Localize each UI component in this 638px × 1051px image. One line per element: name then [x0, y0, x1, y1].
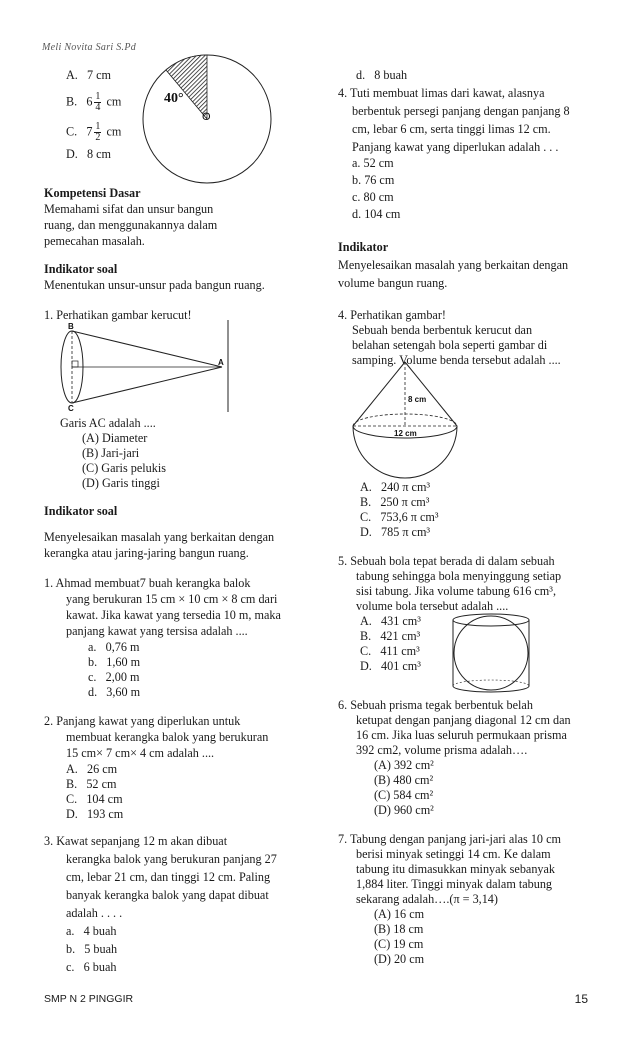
option-c: C. 7 $\frac{1}{2}$ cm — [66, 121, 122, 143]
q2-line: 2. Panjang kawat yang diperlukan untuk — [44, 714, 241, 728]
q4a-option: a. 52 cm — [352, 156, 394, 170]
q2-line: membuat kerangka balok yang berukuran — [66, 730, 269, 744]
indicator-title: Indikator soal — [44, 504, 118, 518]
q3-option: b. 5 buah — [66, 942, 118, 956]
height-label: 8 cm — [408, 395, 427, 404]
indicator-title: Indikator soal — [44, 262, 118, 276]
q3-line: cm, lebar 21 cm, dan tinggi 12 cm. Paling — [66, 870, 271, 884]
q4a-line: Panjang kawat yang diperlukan adalah . . . — [352, 140, 559, 154]
q4b-option: C. 753,6 π cm³ — [360, 510, 439, 524]
q7-option: (D) 20 cm — [374, 952, 425, 966]
q4a-line: cm, lebar 6 cm, serta tinggi limas 12 cm. — [352, 122, 551, 136]
q3-option: c. 6 buah — [66, 960, 117, 974]
indicator-text: Menentukan unsur-unsur pada bangun ruang. — [44, 278, 265, 292]
q1-option: b. 1,60 m — [88, 655, 141, 669]
q5-line: tabung sehingga bola menyinggung setiap — [356, 569, 562, 583]
indicator-line: volume bangun ruang. — [338, 276, 448, 290]
footer-school: SMP N 2 PINGGIR — [44, 993, 134, 1005]
q1-option: a. 0,76 m — [88, 640, 140, 654]
q2-option: C. 104 cm — [66, 792, 123, 806]
option-a: A. 7 cm — [66, 68, 112, 82]
indicator-line: kerangka atau jaring-jaring bangun ruang. — [44, 546, 249, 560]
q5-option: B. 421 cm³ — [360, 629, 421, 643]
cone-question: Garis AC adalah .... — [60, 416, 156, 430]
author-header: Meli Novita Sari S.Pd — [42, 42, 137, 53]
q2-line: 15 cm× 7 cm× 4 cm adalah .... — [66, 746, 215, 760]
q2-option: A. 26 cm — [66, 762, 118, 776]
label-a: A — [218, 358, 224, 367]
q5-line: sisi tabung. Jika volume tabung 616 cm³, — [356, 584, 556, 598]
q3-line: kerangka balok yang berukuran panjang 27 — [66, 852, 277, 866]
q4b-option: D. 785 π cm³ — [360, 525, 431, 539]
option-d: D. 8 cm — [66, 147, 112, 161]
angle-label: 40° — [164, 91, 184, 106]
cone-option: (D) Garis tinggi — [82, 476, 160, 490]
q4b-option: B. 250 π cm³ — [360, 495, 430, 509]
q6-line: 392 cm2, volume prisma adalah…. — [356, 743, 528, 757]
label-b: B — [68, 322, 74, 331]
q5-line: volume bola tersebut adalah .... — [356, 599, 509, 613]
q4a-line: berbentuk persegi panjang dengan panjang 8 — [352, 104, 570, 118]
cone-option: (C) Garis pelukis — [82, 461, 166, 475]
q6-line: ketupat dengan panjang diagonal 12 cm dan — [356, 713, 571, 727]
q1-option: d. 3,60 m — [88, 685, 141, 699]
q5-option: D. 401 cm³ — [360, 659, 421, 673]
kd-title: Kompetensi Dasar — [44, 186, 141, 200]
q6-option: (B) 480 cm² — [374, 773, 434, 787]
q4a-option: c. 80 cm — [352, 190, 394, 204]
indicator-title: Indikator — [338, 240, 389, 254]
q1-line: 1. Ahmad membuat7 buah kerangka balok — [44, 576, 251, 590]
kd-line: pemecahan masalah. — [44, 234, 145, 248]
q4b-line: Sebuah benda berbentuk kerucut dan — [352, 323, 533, 337]
q5-line: 5. Sebuah bola tepat berada di dalam sebuah — [338, 554, 555, 568]
q1-line: kawat. Jika kawat yang tersedia 10 m, maka — [66, 608, 281, 622]
q7-line: tabung itu dimasukkan minyak sebanyak — [356, 862, 556, 876]
q7-option: (B) 18 cm — [374, 922, 424, 936]
q7-line: berisi minyak setinggi 14 cm. Ke dalam — [356, 847, 551, 861]
cone-option: (A) Diameter — [82, 431, 148, 445]
q2-option: B. 52 cm — [66, 777, 117, 791]
cone-question-text: 1. Perhatikan gambar kerucut! — [44, 308, 192, 322]
q6-line: 6. Sebuah prisma tegak berbentuk belah — [338, 698, 533, 712]
q1-line: panjang kawat yang tersisa adalah .... — [66, 624, 248, 638]
option-b: B. 6 $\frac{1}{4}$ cm — [66, 91, 122, 113]
q4a-option: b. 76 cm — [352, 173, 395, 187]
kd-line: Memahami sifat dan unsur bangun — [44, 202, 214, 216]
circle-sector-figure — [140, 52, 274, 186]
diameter-label: 12 cm — [394, 429, 417, 438]
q3-line: banyak kerangka balok yang dapat dibuat — [66, 888, 269, 902]
cone-figure — [58, 320, 234, 412]
q7-option: (C) 19 cm — [374, 937, 424, 951]
q3-line: adalah . . . . — [66, 906, 123, 920]
q4a-option: d. 104 cm — [352, 207, 401, 221]
cone-hemisphere-figure — [350, 360, 460, 480]
sphere-in-cylinder-figure — [450, 612, 532, 694]
q7-line: 7. Tabung dengan panjang jari-jari alas 10 cm — [338, 832, 561, 846]
label-c: C — [68, 404, 74, 412]
fraction: $\frac{1}{4}$ — [95, 91, 101, 113]
q4b-line: 4. Perhatikan gambar! — [338, 308, 446, 322]
q7-option: (A) 16 cm — [374, 907, 425, 921]
q3-option-d: d. 8 buah — [356, 68, 408, 82]
q2-option: D. 193 cm — [66, 807, 124, 821]
q3-line: 3. Kawat sepanjang 12 m akan dibuat — [44, 834, 228, 848]
q4b-line: samping. Volume benda tersebut adalah .... — [352, 353, 561, 367]
q1-option: c. 2,00 m — [88, 670, 140, 684]
fraction: $\frac{1}{2}$ — [95, 121, 101, 143]
q5-option: A. 431 cm³ — [360, 614, 421, 628]
q4b-line: belahan setengah bola seperti gambar di — [352, 338, 548, 352]
q6-line: 16 cm. Jika luas seluruh permukaan prisma — [356, 728, 567, 742]
q7-line: 1,884 liter. Tinggi minyak dalam tabung — [356, 877, 553, 891]
kd-line: ruang, dan menggunakannya dalam — [44, 218, 218, 232]
q6-option: (D) 960 cm² — [374, 803, 434, 817]
q7-line: sekarang adalah….(π = 3,14) — [356, 892, 498, 906]
indicator-line: Menyelesaikan masalah yang berkaitan dengan — [338, 258, 569, 272]
page-number: 15 — [574, 992, 588, 1006]
center-label: O — [202, 111, 211, 123]
q3-option: a. 4 buah — [66, 924, 117, 938]
q6-option: (A) 392 cm² — [374, 758, 434, 772]
cone-option: (B) Jari-jari — [82, 446, 140, 460]
q5-option: C. 411 cm³ — [360, 644, 420, 658]
indicator-line: Menyelesaikan masalah yang berkaitan dengan — [44, 530, 275, 544]
q4b-option: A. 240 π cm³ — [360, 480, 431, 494]
q4a-line: 4. Tuti membuat limas dari kawat, alasnya — [338, 86, 545, 100]
q6-option: (C) 584 cm² — [374, 788, 434, 802]
q1-line: yang berukuran 15 cm × 10 cm × 8 cm dari — [66, 592, 278, 606]
